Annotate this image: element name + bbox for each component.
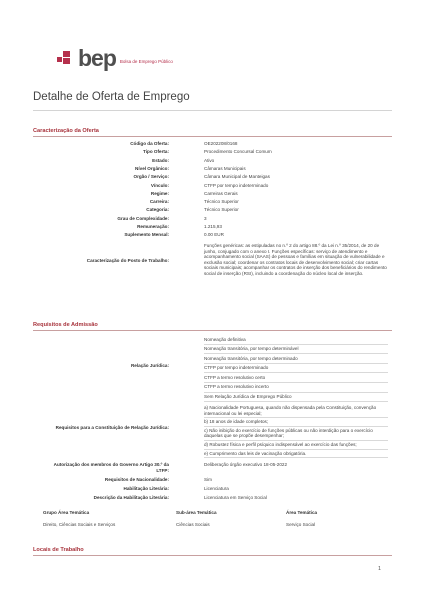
requisito-item: c) Não inibição do exercício de funções públicas ou não interdição para o exercício daquelas que se propõe desempenhar; xyxy=(204,427,388,441)
bep-logo xyxy=(57,45,173,71)
requisito-item: b) 18 anos de idade completos; xyxy=(204,418,388,427)
sub-area-header: Sub-área Temática xyxy=(176,510,217,515)
requisitos-constituicao-row xyxy=(33,404,392,456)
requisitos-constituicao-items xyxy=(204,404,388,458)
offer-field-value: Câmaras Municipais xyxy=(204,165,246,171)
offer-field-label: Vínculo: xyxy=(150,182,169,188)
area-tematica-header: Área Temática xyxy=(286,510,318,515)
offer-field-value: CTFP por tempo indeterminado xyxy=(204,182,269,188)
logo-subtitle: Bolsa de Emprego Público xyxy=(119,58,173,64)
offer-field-label: Grau de Complexidade: xyxy=(117,215,169,221)
offer-field-label: Nível Orgânico: xyxy=(135,165,169,171)
nacionalidade-label: Requisitos de Nacionalidade: xyxy=(104,477,169,482)
grupo-area-value: Direito, Ciências Sociais e Serviços xyxy=(43,522,116,527)
requisito-item: a) Nacionalidade Portuguesa, quando não dispensada pela Constituição, convenção internacional ou lei especial; xyxy=(204,404,388,418)
page-number: 1 xyxy=(378,566,382,572)
offer-field-value: Carreiras Gerais xyxy=(204,190,238,196)
requisitos-constituicao-label: Requisitos para a Constituição de Relação Jurídica: xyxy=(55,425,169,430)
area-tematica-value: Serviço Social xyxy=(286,522,316,527)
offer-field-label: Regime: xyxy=(150,190,169,196)
offer-field-value: 3 xyxy=(204,215,207,221)
offer-field-value: Técnico Superior xyxy=(204,207,239,213)
descricao-habilitacao-label: Descrição da Habilitação Literária: xyxy=(93,495,169,500)
relacao-juridica-row xyxy=(33,335,392,400)
relacao-option: Nomeação transitória, por tempo determinável xyxy=(204,345,388,355)
relacao-option: Nomeação transitória, por tempo determinado xyxy=(204,354,388,364)
sub-area-value: Ciências Sociais xyxy=(176,522,210,527)
section-caracterizacao-heading: Caracterização da Oferta xyxy=(33,128,392,137)
section-requisitos-heading: Requisitos de Admissão xyxy=(33,322,392,331)
offer-field-value: OE202208/0168 xyxy=(204,141,238,146)
offer-field-label: Remuneração: xyxy=(137,224,169,229)
descricao-habilitacao-value: Licenciatura em Serviço Social xyxy=(204,495,267,500)
habilitacao-label: Habilitação Literária: xyxy=(123,486,169,491)
offer-field-label: Código da Oferta: xyxy=(130,141,169,146)
posto-trabalho-label: Caracterização do Posto de Trabalho: xyxy=(86,258,169,263)
relacao-option: Sem Relação Jurídica de Emprego Público xyxy=(204,393,388,403)
relacao-option: CTFP por tempo indeterminado xyxy=(204,364,388,374)
nacionalidade-value: Sim xyxy=(204,477,212,482)
page-title: Detalhe de Oferta de Emprego xyxy=(33,91,190,103)
title-divider xyxy=(33,110,392,111)
autorizacao-label: Autorização dos membros do Governo Artigo 30.º da LTFP: xyxy=(53,462,169,473)
relacao-option: CTFP a termo resolutivo incerto xyxy=(204,383,388,393)
offer-field-value: 1.215,93 xyxy=(204,224,222,229)
autorizacao-value: Deliberação órgão executivo 18-05-2022 xyxy=(204,462,287,467)
offer-field-value: Câmara Municipal de Manteigas xyxy=(204,174,270,180)
posto-trabalho-value: Funções genéricas: as estipuladas no n.º 2 do artigo 88.º da Lei n.º 35/2014, de 20 de junho, conjugado com o anexo I. Funções específicas: serviço de atendimento e acompanhamento social (SAAS) de pessoas e famílias em situação de vulnerabilidade e exclusão social; coordenar os contratos locais de desenvolvimento social; criar cartas sociais municipais; acompanhar os contratos de inserção dos beneficiários do rendimento social de inserção (RSI), incluindo a coordenação do núcleo local de inserção. xyxy=(204,243,387,276)
offer-field-label: Orgão / Serviço: xyxy=(133,174,169,180)
relacao-option: CTFP a termo resolutivo certo xyxy=(204,373,388,383)
grupo-area-header: Grupo Área Temática xyxy=(43,510,90,515)
offer-field-value: Ativo xyxy=(204,157,215,163)
relacao-juridica-label: Relação Jurídica: xyxy=(130,363,169,368)
offer-field-label: Suplemento Mensal: xyxy=(124,232,169,238)
offer-field-label: Estado: xyxy=(152,157,169,163)
offer-field-value: Técnico Superior xyxy=(204,199,239,205)
posto-trabalho-row xyxy=(33,243,392,287)
relacao-juridica-options xyxy=(204,335,388,402)
offer-field-value: 0.00 EUR xyxy=(204,232,224,238)
offer-field-label: Categoria: xyxy=(146,207,169,213)
habilitacao-value: Licenciatura xyxy=(204,486,229,491)
logo-squares-icon xyxy=(57,51,75,65)
offer-field-value: Procedimento Concursal Comum xyxy=(204,149,272,155)
offer-field-label: Carreira: xyxy=(149,199,169,205)
requisito-item: e) Cumprimento das leis de vacinação obrigatória. xyxy=(204,450,388,459)
section-locais-heading: Locais de Trabalho xyxy=(33,547,392,556)
logo-wordmark: bep xyxy=(78,45,116,71)
relacao-option: Nomeação definitiva xyxy=(204,335,388,345)
requisito-item: d) Robustez física e perfil psíquico indispensável ao exercício das funções; xyxy=(204,441,388,450)
offer-field-label: Tipo Oferta: xyxy=(143,149,169,155)
